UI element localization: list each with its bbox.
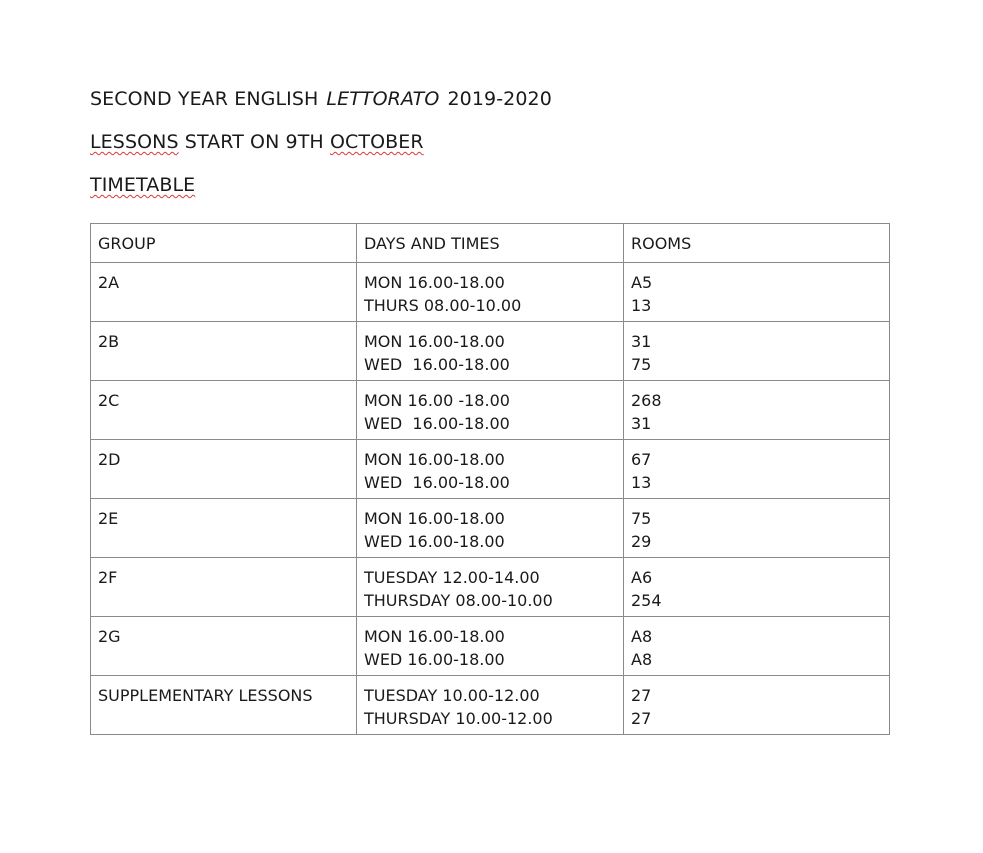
times-cell xyxy=(357,558,624,617)
column-header-days-times: DAYS AND TIMES xyxy=(357,224,624,263)
rooms-cell xyxy=(624,263,890,322)
time-line: MON 16.00 -18.00 xyxy=(364,391,510,410)
time-line: WED 16.00-18.00 xyxy=(364,532,505,551)
room-line: 75 xyxy=(631,509,652,528)
room-line: 29 xyxy=(631,532,652,551)
room-line: A6 xyxy=(631,568,653,587)
times-cell xyxy=(357,617,624,676)
table-row xyxy=(91,440,890,499)
rooms-cell xyxy=(624,617,890,676)
title-year: 2019-2020 xyxy=(447,88,552,110)
time-line: TUESDAY 12.00-14.00 xyxy=(364,568,540,587)
group-cell: 2E xyxy=(91,499,357,558)
room-line: 268 xyxy=(631,391,662,410)
room-line: 31 xyxy=(631,414,652,433)
room-line: 27 xyxy=(631,686,652,705)
times-cell xyxy=(357,499,624,558)
rooms-cell xyxy=(624,676,890,735)
times-cell xyxy=(357,322,624,381)
table-row xyxy=(91,381,890,440)
room-line: 13 xyxy=(631,296,652,315)
times-cell xyxy=(357,440,624,499)
title-italic-word: LETTORATO xyxy=(326,88,440,110)
group-cell: 2A xyxy=(91,263,357,322)
room-line: 254 xyxy=(631,591,662,610)
room-line: 27 xyxy=(631,709,652,728)
time-line: MON 16.00-18.00 xyxy=(364,627,505,646)
group-cell: 2C xyxy=(91,381,357,440)
document-title xyxy=(90,84,890,114)
room-line: 75 xyxy=(631,355,652,374)
table-row xyxy=(91,322,890,381)
group-cell: 2G xyxy=(91,617,357,676)
time-line: THURS 08.00-10.00 xyxy=(364,296,522,315)
timetable-word: TIMETABLE xyxy=(90,174,196,196)
table-row xyxy=(91,263,890,322)
lessons-start-line xyxy=(90,127,890,157)
table-row xyxy=(91,558,890,617)
group-cell: 2D xyxy=(91,440,357,499)
table-row xyxy=(91,676,890,735)
column-header-rooms: ROOMS xyxy=(624,224,890,263)
time-line: WED 16.00-18.00 xyxy=(364,414,510,433)
title-prefix: SECOND YEAR ENGLISH xyxy=(90,88,319,110)
room-line: 13 xyxy=(631,473,652,492)
document-body xyxy=(90,84,890,200)
group-cell: SUPPLEMENTARY LESSONS xyxy=(91,676,357,735)
times-cell xyxy=(357,676,624,735)
times-cell xyxy=(357,263,624,322)
october-word: OCTOBER xyxy=(329,131,424,153)
rooms-cell xyxy=(624,558,890,617)
rooms-cell xyxy=(624,440,890,499)
time-line: MON 16.00-18.00 xyxy=(364,450,505,469)
time-line: THURSDAY 10.00-12.00 xyxy=(364,709,553,728)
column-header-group: GROUP xyxy=(91,224,357,263)
room-line: A8 xyxy=(631,650,653,669)
table-header-row xyxy=(91,224,890,263)
lessons-word: LESSONS xyxy=(90,131,179,153)
timetable-table xyxy=(90,223,890,735)
time-line: THURSDAY 08.00-10.00 xyxy=(364,591,553,610)
room-line: 67 xyxy=(631,450,652,469)
room-line: A5 xyxy=(631,273,653,292)
rooms-cell xyxy=(624,381,890,440)
rooms-cell xyxy=(624,499,890,558)
group-cell: 2B xyxy=(91,322,357,381)
time-line: MON 16.00-18.00 xyxy=(364,509,505,528)
table-row xyxy=(91,499,890,558)
time-line: WED 16.00-18.00 xyxy=(364,650,505,669)
start-middle-text: START ON 9TH xyxy=(184,131,324,153)
table-row xyxy=(91,617,890,676)
room-line: A8 xyxy=(631,627,653,646)
time-line: MON 16.00-18.00 xyxy=(364,273,505,292)
times-cell xyxy=(357,381,624,440)
timetable-heading xyxy=(90,170,890,200)
time-line: WED 16.00-18.00 xyxy=(364,355,510,374)
rooms-cell xyxy=(624,322,890,381)
time-line: TUESDAY 10.00-12.00 xyxy=(364,686,540,705)
group-cell: 2F xyxy=(91,558,357,617)
time-line: WED 16.00-18.00 xyxy=(364,473,510,492)
time-line: MON 16.00-18.00 xyxy=(364,332,505,351)
room-line: 31 xyxy=(631,332,652,351)
